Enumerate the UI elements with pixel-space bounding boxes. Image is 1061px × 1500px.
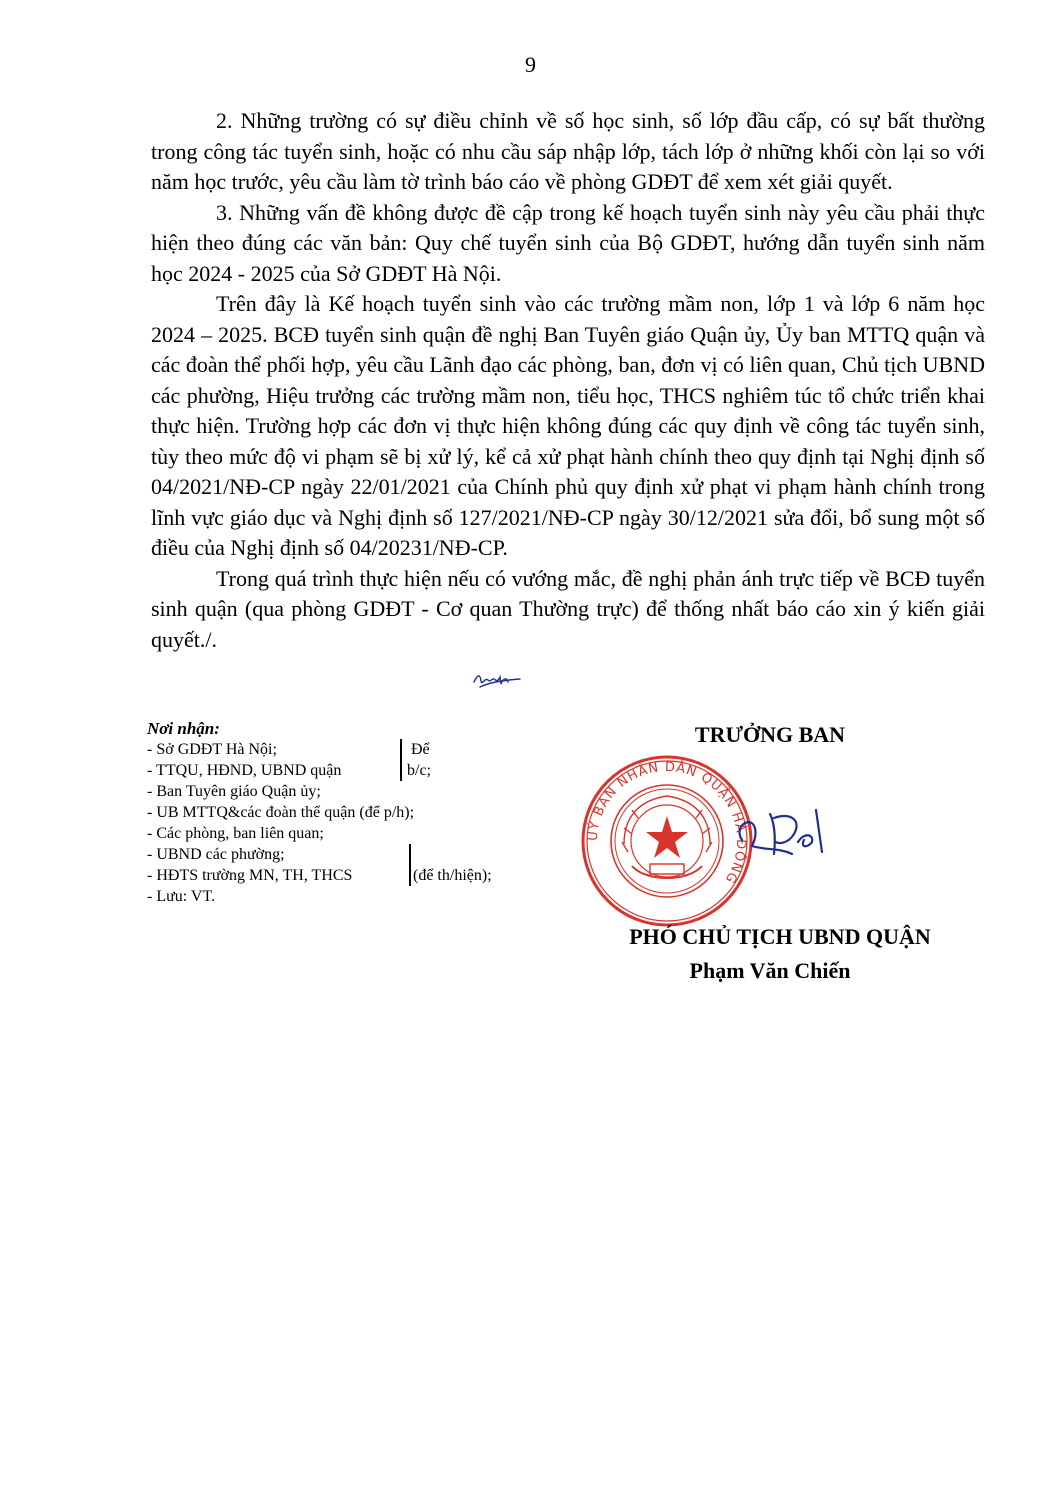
recipient-item: - Ban Tuyên giáo Quận ủy; xyxy=(147,783,321,800)
implement-note: (để th/hiện); xyxy=(413,867,492,884)
recipient-item: - HĐTS trường MN, TH, THCS xyxy=(147,867,353,884)
bracket-divider xyxy=(409,844,411,886)
signer-position: PHÓ CHỦ TỊCH UBND QUẬN xyxy=(629,924,931,949)
recipient-item: - Lưu: VT. xyxy=(147,888,216,905)
recipient-item: - Các phòng, ban liên quan; xyxy=(147,825,324,842)
signer-title: TRƯỞNG BAN xyxy=(694,722,846,747)
recipient-item: - TTQU, HĐND, UBND quận xyxy=(147,762,342,779)
paragraph-closing: Trên đây là Kế hoạch tuyển sinh vào các trường mầm non, lớp 1 và lớp 6 năm học 2024 – 2025. BCĐ tuyển sinh quận đề nghị Ban Tuyên giáo Quận ủy, Ủy ban MTTQ quận và các đoàn thể phối hợp, yêu cầu Lãnh đạo các phòng, ban, đơn vị có liên quan, Chủ tịch UBND các phường, Hiệu trưởng các trường mầm non, tiểu học, THCS nghiêm túc tổ chức triển khai thực hiện. Trường hợp các đơn vị thực hiện không đúng các quy định về công tác tuyển sinh, tùy theo mức độ vi phạm sẽ bị xử lý, kể cả xử phạt hành chính theo quy định tại Nghị định số 04/2021/NĐ-CP ngày 22/01/2021 của Chính phủ quy định xử phạt vi phạm hành chính trong lĩnh vực giáo dục và Nghị định số 127/2021/NĐ-CP ngày 30/12/2021 sửa đổi, bổ sung một số điều của Nghị định số 04/20231/NĐ-CP. xyxy=(151,291,985,560)
bracket-divider xyxy=(400,739,402,781)
paragraph-3: 3. Những vấn đề không được đề cập trong kế hoạch tuyển sinh này yêu cầu phải thực hiện theo đúng các văn bản: Quy chế tuyển sinh của Bộ GDĐT, hướng dẫn tuyển sinh năm học 2024 - 2025 của Sở GDĐT Hà Nội. xyxy=(151,199,985,286)
recipient-item: - Sở GDĐT Hà Nội; xyxy=(147,741,277,758)
paragraph-contact: Trong quá trình thực hiện nếu có vướng mắc, đề nghị phản ánh trực tiếp về BCĐ tuyển sinh quận (qua phòng GDĐT - Cơ quan Thường trực) để thống nhất báo cáo xin ý kiến giải quyết./. xyxy=(151,565,985,652)
document-body xyxy=(151,106,985,655)
recipients-heading: Nơi nhận: xyxy=(147,719,220,738)
handwritten-signature xyxy=(734,802,830,864)
paragraph-2: 2. Những trường có sự điều chỉnh về số học sinh, số lớp đầu cấp, có sự bất thường trong công tác tuyển sinh, hoặc có nhu cầu sáp nhập lớp, tách lớp ở những khối còn lại so với năm học trước, yêu cầu làm tờ trình báo cáo về phòng GDĐT để xem xét giải quyết. xyxy=(151,108,985,194)
recipients-block xyxy=(147,718,567,907)
report-note: b/c; xyxy=(407,762,431,779)
recipient-item: - UBND các phường; xyxy=(147,846,285,863)
signer-name: Phạm Văn Chiến xyxy=(689,958,851,983)
official-seal xyxy=(580,754,754,928)
recipient-item: - UB MTTQ&các đoàn thể quận (để p/h); xyxy=(147,804,415,821)
report-note: Để xyxy=(411,741,430,758)
seal-ring-text: UỶ BAN NHÂN DÂN QUẬN HÀ ĐÔNG xyxy=(585,759,749,887)
page-number: 9 xyxy=(525,52,536,77)
handwritten-initial xyxy=(470,668,526,690)
